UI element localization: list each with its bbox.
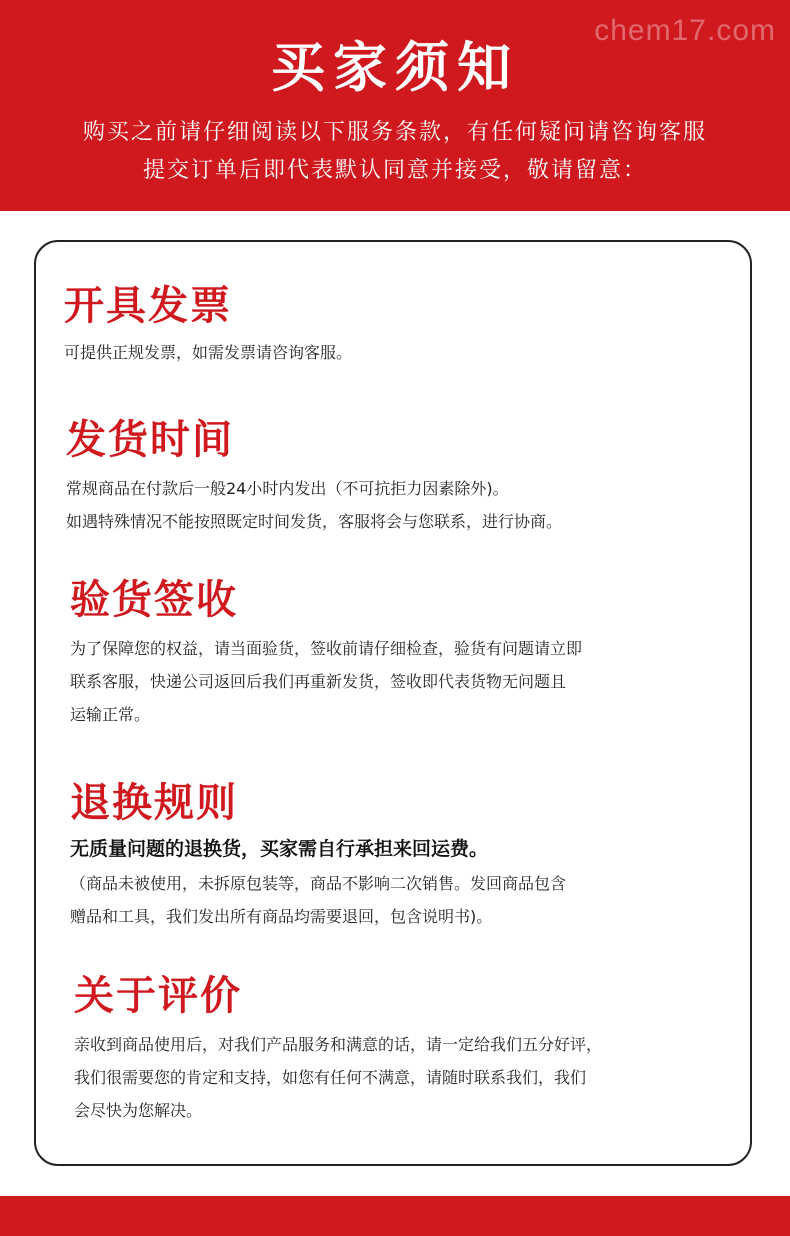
- subtitle-line-1: 购买之前请仔细阅读以下服务条款，有任何疑问请咨询客服: [82, 120, 707, 145]
- watermark: chem17.com: [594, 14, 776, 47]
- section-reviews: [74, 970, 750, 1127]
- footer-bar: [0, 1196, 790, 1236]
- section-title: 发货时间: [66, 417, 234, 463]
- section-title: 开具发票: [64, 283, 232, 329]
- section-text: （商品未被使用，未拆原包装等，商品不影响二次销售。发回商品包含: [70, 874, 567, 893]
- notice-card: [34, 240, 752, 1166]
- subtitle-line-2: 提交订单后即代表默认同意并接受，敬请留意：: [142, 158, 647, 183]
- section-text: 为了保障您的权益，请当面验货，签收前请仔细检查，验货有问题请立即: [70, 639, 583, 658]
- section-shipping-time: [66, 414, 750, 538]
- section-text: 会尽快为您解决。: [74, 1101, 203, 1120]
- page-title: 买家须知: [271, 36, 519, 99]
- section-title: 关于评价: [74, 973, 242, 1019]
- section-title: 验货签收: [70, 577, 238, 623]
- header-banner: [0, 0, 790, 211]
- section-text: 常规商品在付款后一般24小时内发出（不可抗拒力因素除外)。: [66, 479, 509, 498]
- section-text: 可提供正规发票，如需发票请咨询客服。: [64, 343, 353, 362]
- section-text: 我们很需要您的肯定和支持，如您有任何不满意，请随时联系我们，我们: [74, 1068, 587, 1087]
- section-text: 运输正常。: [70, 705, 151, 724]
- section-text: 联系客服，快递公司返回后我们再重新发货，签收即代表货物无问题且: [70, 672, 567, 691]
- section-return-rules: [70, 777, 750, 933]
- section-text: 亲收到商品使用后，对我们产品服务和满意的话，请一定给我们五分好评，: [74, 1035, 603, 1054]
- section-inspection: [70, 574, 750, 731]
- section-title: 退换规则: [70, 780, 238, 826]
- section-highlight: 无质量问题的退换货，买家需自行承担来回运费。: [70, 838, 489, 860]
- section-invoice: [64, 280, 750, 369]
- section-text: 如遇特殊情况不能按照既定时间发货，客服将会与您联系，进行协商。: [66, 512, 563, 531]
- section-text: 赠品和工具，我们发出所有商品均需要退回，包含说明书)。: [70, 907, 493, 926]
